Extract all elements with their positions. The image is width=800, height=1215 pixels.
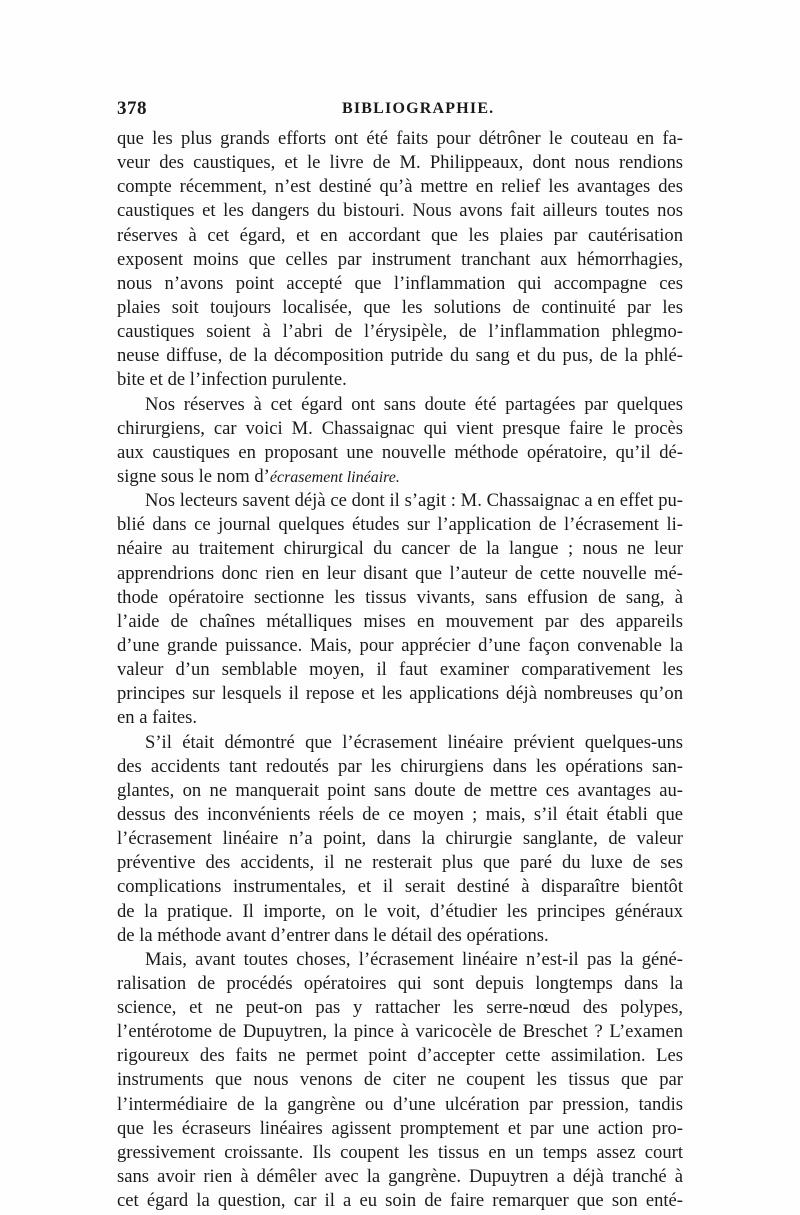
text-line: nous n’avons point accepté que l’inflammation qui accompagne ces (117, 272, 683, 294)
text-line: sans avoir rien à démêler avec la gangrène. Dupuytren a déjà tranché à (117, 1166, 683, 1188)
body-text (117, 127, 683, 1213)
text-line: exposent moins que celles par instrument tranchant aux hémorrhagies, (117, 248, 683, 270)
running-title: BIBLIOGRAPHIE. (342, 100, 495, 117)
text-line: plaies soit toujours localisée, que les solutions de continuité par les (117, 296, 683, 318)
text-line-with-term (117, 465, 683, 489)
italic-term: écrasement linéaire. (269, 468, 400, 486)
text-line: dessus des inconvénients réels de ce moyen ; mais, s’il était établi que (117, 803, 683, 825)
text-line: cet égard la question, car il a eu soin de faire remarquer que son enté- (117, 1190, 683, 1212)
text-line: complications instrumentales, et il serait destiné à disparaître bientôt (117, 876, 683, 898)
text-fragment: signe sous le nom d’ (117, 465, 270, 487)
text-line: Nos réserves à cet égard ont sans doute été partagées par quelques (145, 393, 683, 415)
text-line: caustiques soient à l’abri de l’érysipèle, de l’inflammation phlegmo- (117, 321, 683, 343)
text-line: blié dans ce journal quelques études sur l’application de l’écrasement li- (117, 514, 683, 536)
text-line: l’intermédiaire de la gangrène ou d’une ulcération par pression, tandis (117, 1093, 683, 1115)
text-line: instruments que nous venons de citer ne coupent les tissus que par (117, 1069, 683, 1091)
text-line: thode opératoire sectionne les tissus vivants, sans effusion de sang, à (117, 586, 683, 608)
text-line: bite et de l’infection purulente. (117, 369, 347, 391)
text-line: compte récemment, n’est destiné qu’à mettre en relief les avantages des (117, 176, 683, 198)
text-line: valeur d’un semblable moyen, il faut examiner comparativement les (117, 659, 683, 681)
text-line: veur des caustiques, et le livre de M. Philippeaux, dont nous rendions (117, 152, 683, 174)
text-line: glantes, on ne manquerait point sans doute de mettre ces avantages au- (117, 779, 683, 801)
text-line: l’écrasement linéaire n’a point, dans la chirurgie sanglante, de valeur (117, 828, 683, 850)
text-line: de la pratique. Il importe, on le voit, d’étudier les principes généraux (117, 900, 683, 922)
text-line: en a faites. (117, 707, 198, 729)
text-line: gressivement croissante. Ils coupent les tissus en un temps assez court (117, 1141, 683, 1163)
text-line: de la méthode avant d’entrer dans le détail des opérations. (117, 924, 549, 946)
text-line: neuse diffuse, de la décomposition putride du sang et du pus, de la phlé- (117, 345, 683, 367)
text-line: que les plus grands efforts ont été faits pour détrôner le couteau en fa- (117, 128, 683, 149)
text-line: l’aide de chaînes métalliques mises en mouvement par des appareils (117, 610, 683, 632)
text-line: principes sur lesquels il repose et les applications déjà nombreuses qu’on (117, 683, 683, 705)
text-line: préventive des accidents, il ne resterait plus que paré du luxe de ses (117, 852, 683, 874)
text-line: que les écraseurs linéaires agissent promptement et par une action pro- (117, 1117, 683, 1139)
text-line: réserves à cet égard, et en accordant que les plaies par cautérisation (117, 224, 683, 246)
text-line: d’une grande puissance. Mais, pour apprécier d’une façon convenable la (117, 634, 683, 656)
text-line: néaire au traitement chirurgical du cancer de la langue ; nous ne leur (117, 538, 683, 560)
text-line: chirurgiens, car voici M. Chassaignac qui vient presque faire le procès (117, 417, 683, 439)
text-line: aux caustiques en proposant une nouvelle méthode opératoire, qu’il dé- (117, 441, 683, 463)
text-line: des accidents tant redoutés par les chirurgiens dans les opérations san- (117, 755, 683, 777)
text-line: l’entérotome de Dupuytren, la pince à varicocèle de Breschet ? L’examen (117, 1021, 683, 1043)
text-line: Mais, avant toutes choses, l’écrasement linéaire n’est-il pas la géné- (145, 948, 683, 970)
page-header (117, 98, 681, 124)
text-line: rigoureux des faits ne permet point d’accepter cette assimilation. Les (117, 1045, 683, 1067)
text-line: caustiques et les dangers du bistouri. Nous avons fait ailleurs toutes nos (117, 200, 683, 222)
text-line: S’il était démontré que l’écrasement linéaire prévient quelques-uns (145, 731, 683, 753)
text-line: science, et ne peut-on pas y rattacher les serre-nœud des polypes, (117, 997, 683, 1019)
text-line: Nos lecteurs savent déjà ce dont il s’agit : M. Chassaignac a en effet pu- (145, 490, 683, 512)
text-line: ralisation de procédés opératoires qui sont depuis longtemps dans la (117, 972, 683, 994)
text-line: apprendrions donc rien en leur disant que l’auteur de cette nouvelle mé- (117, 562, 683, 584)
page-number: 378 (117, 98, 147, 119)
